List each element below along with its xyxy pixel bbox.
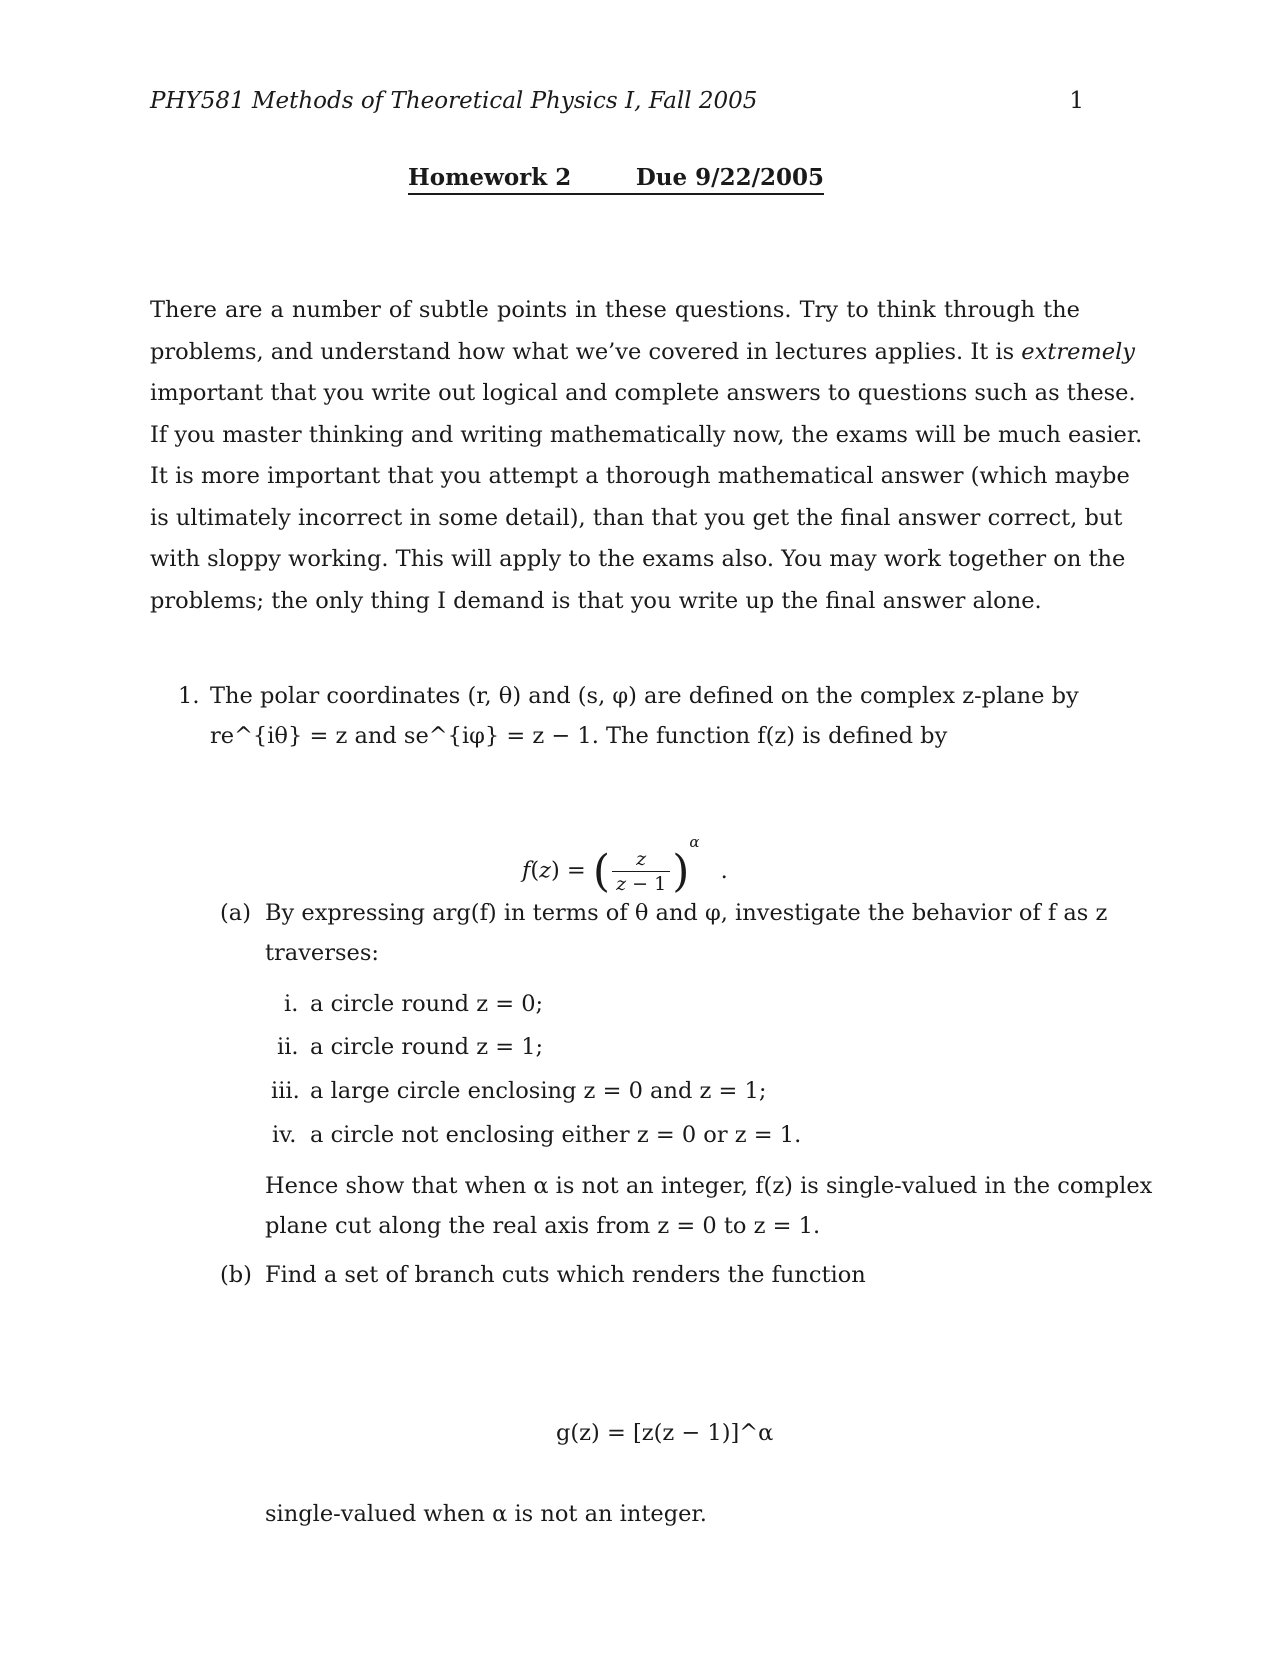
equation-g: g(z) = [z(z − 1)]^α [556,1420,774,1446]
hence-line-1: Hence show that when α is not an integer, f(z) is single-valued in the complex [265,1173,1153,1199]
intro-line: problems; the only thing I demand is that you write up the final answer alone. [150,587,1042,614]
part-b-line-2: single-valued when α is not an integer. [265,1501,707,1527]
item-label: iv. [272,1122,297,1148]
intro-line: If you master thinking and writing mathematically now, the exams will be much easier. [150,421,1143,448]
problem-line-2: re^{iθ} = z and se^{iφ} = z − 1. The function f(z) is defined by [210,723,948,749]
part-b-line-1: Find a set of branch cuts which renders the function [265,1262,866,1288]
due-date: Due 9/22/2005 [635,164,824,191]
problem-line-1: The polar coordinates (r, θ) and (s, φ) are defined on the complex z-plane by [210,683,1079,709]
hence-line-2: plane cut along the real axis from z = 0 to z = 1. [265,1213,821,1239]
intro-line: There are a number of subtle points in these questions. Try to think through the [150,297,1080,323]
running-header: PHY581 Methods of Theoretical Physics I, Fall 2005 [150,88,758,114]
homework-label: Homework 2 [408,164,572,191]
item-text: a circle round z = 0; [310,991,544,1017]
item-label: iii. [271,1078,300,1104]
intro-line: problems, and understand how what we’ve covered in lectures applies. It is extremely [150,338,1135,365]
item-text: a large circle enclosing z = 0 and z = 1; [310,1078,767,1104]
homework-title [408,164,824,195]
item-text: a circle round z = 1; [310,1034,544,1060]
part-a-line-1: By expressing arg(f) in terms of θ and φ, investigate the behavior of f as z [265,900,1108,926]
intro-line: important that you write out logical and complete answers to questions such as these. [150,380,1136,406]
page-number: 1 [1069,88,1084,114]
item-label: i. [284,991,299,1017]
item-text: a circle not enclosing either z = 0 or z = 1. [310,1122,802,1148]
intro-line: is ultimately incorrect in some detail), than that you get the final answer correct, but [150,504,1123,531]
part-a-line-2: traverses: [265,940,379,966]
part-a-label: (a) [220,900,251,926]
intro-line: It is more important that you attempt a thorough mathematical answer (which maybe [150,463,1130,489]
item-label: ii. [277,1034,299,1060]
intro-paragraph [150,290,1143,622]
equation-f: f(z) = ( $\frac{z}{z - 1}$ )$^\alpha$ . [522,833,728,897]
intro-line: with sloppy working. This will apply to the exams also. You may work together on the [150,546,1126,572]
problem-number: 1. [178,683,200,709]
emphasis-text: extremely [1021,338,1135,365]
part-b-label: (b) [220,1262,252,1288]
